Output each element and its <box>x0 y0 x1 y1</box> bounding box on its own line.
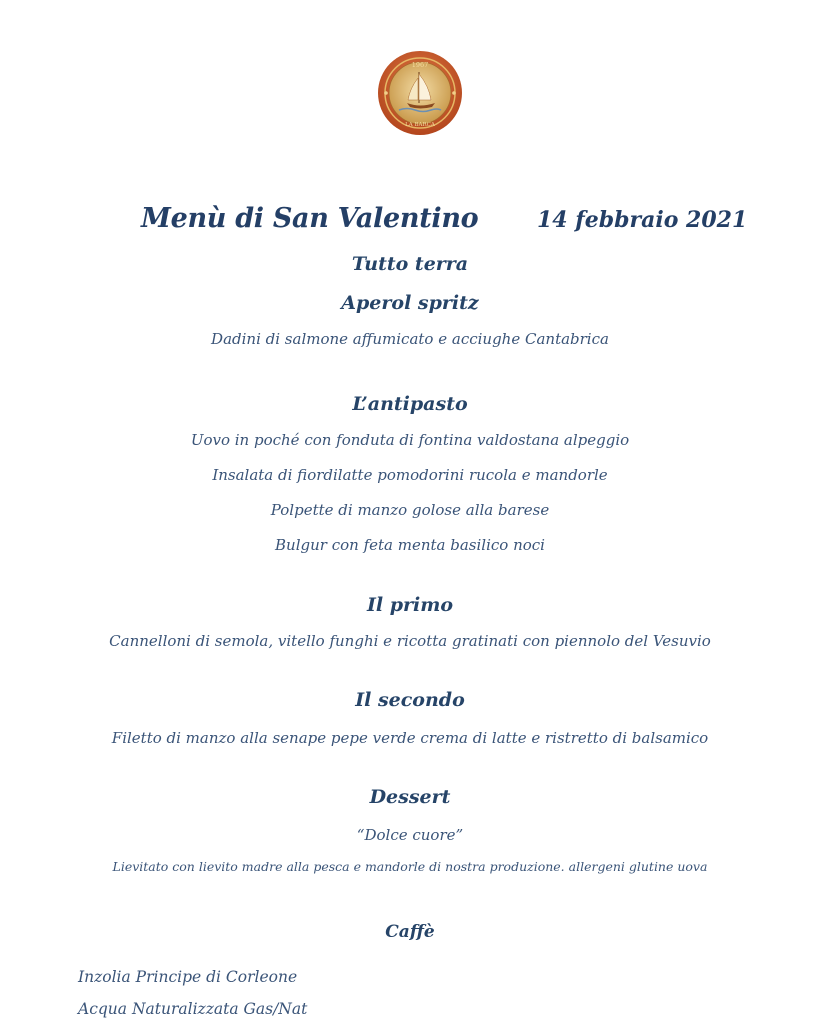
antipasto-item: Bulgur con feta menta basilico noci <box>275 536 545 554</box>
dessert-note: Lievitato con lievito madre alla pesca e mandorle di nostra produzione. allergeni glutine uova <box>112 859 708 874</box>
drink-item: Acqua Naturalizzata Gas/Nat <box>78 1000 308 1018</box>
dessert-name: “Dolce cuore” <box>356 826 464 844</box>
antipasto-item: Uovo in poché con fonduta di fontina valdostana alpeggio <box>190 431 630 449</box>
restaurant-logo <box>377 50 463 136</box>
logo-name: LA BARCA <box>405 122 435 128</box>
primo-title: Il primo <box>366 594 453 616</box>
antipasto-item: Insalata di fiordilatte pomodorini rucola e mandorle <box>212 466 608 484</box>
secondo-item: Filetto di manzo alla senape pepe verde crema di latte e ristretto di balsamico <box>111 729 709 747</box>
menu-title: Menù di San Valentino <box>141 203 479 234</box>
secondo-title: Il secondo <box>355 689 465 711</box>
drink-item: Inzolia Principe di Corleone <box>78 968 298 986</box>
aperitivo-title: Aperol spritz <box>341 292 479 314</box>
primo-item: Cannelloni di semola, vitello funghi e ricotta gratinati con piennolo del Vesuvio <box>109 632 711 650</box>
menu-date: 14 febbraio 2021 <box>537 207 748 233</box>
aperitivo-item: Dadini di salmone affumicato e acciughe Cantabrica <box>211 330 609 348</box>
antipasto-item: Polpette di manzo golose alla barese <box>270 501 550 519</box>
menu-theme: Tutto terra <box>351 253 469 275</box>
antipasto-title: L’antipasto <box>352 393 468 415</box>
logo-year: 1967 <box>411 61 429 69</box>
caffe-title: Caffè <box>385 922 435 942</box>
dessert-title: Dessert <box>369 786 451 808</box>
